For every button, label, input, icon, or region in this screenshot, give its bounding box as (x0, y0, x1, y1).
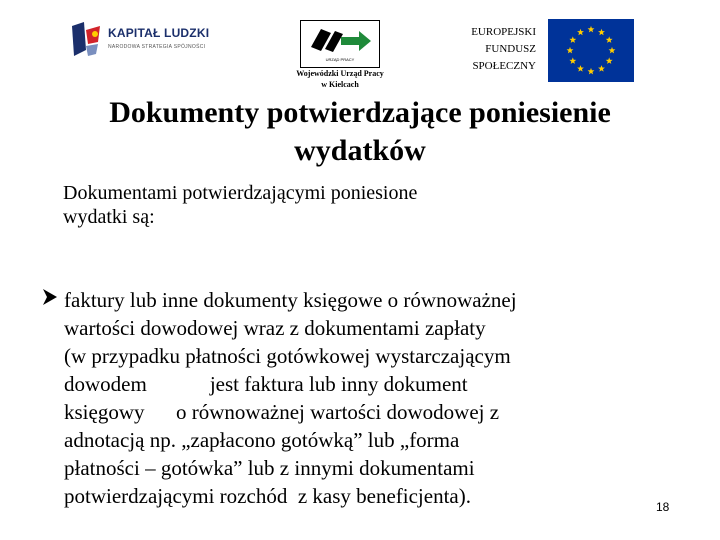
slide-title-line1: Dokumenty potwierdzające poniesienie (109, 96, 611, 129)
eu-stars (548, 19, 634, 82)
bullet-text (64, 286, 682, 510)
wup-small-text: URZĄD PRACY (325, 57, 355, 62)
bullet-line: (w przypadku płatności gotówkowej wystarczającym (64, 344, 511, 368)
eu-fund-line1: EUROPEJSKI (471, 26, 536, 38)
eu-star-icon (567, 47, 574, 54)
eu-star-icon (606, 57, 613, 64)
arrow-bullet-icon (42, 288, 58, 306)
bullet-line: płatności – gotówka” lub z innymi dokumentami (64, 456, 475, 480)
bullet-line: adnotacją np. „zapłacono gotówką” lub „forma (64, 428, 460, 452)
slide-title-line2: wydatków (294, 134, 426, 167)
kapital-ludzki-title: KAPITAŁ LUDZKI (108, 26, 210, 40)
eu-star-icon (588, 26, 595, 33)
wup-emblem-icon (301, 21, 379, 57)
eu-fund-line3: SPOŁECZNY (472, 60, 536, 72)
wup-caption-line1: Wojewódzki Urząd Pracy (296, 69, 384, 78)
eu-star-icon (609, 47, 616, 54)
kapital-ludzki-emblem-icon (68, 20, 104, 60)
kapital-ludzki-subtitle: NARODOWA STRATEGIA SPÓJNOŚCI (108, 44, 206, 50)
eu-star-icon (606, 36, 613, 43)
page-number: 18 (656, 500, 670, 514)
eu-star-icon (577, 65, 584, 72)
bullet-line: faktury lub inne dokumenty księgowe o równoważnej (64, 288, 517, 312)
intro-line1: Dokumentami potwierdzającymi poniesione (63, 182, 418, 204)
intro-text (63, 181, 623, 229)
slide-title (20, 94, 700, 170)
wup-caption-line2: w Kielcach (321, 80, 359, 89)
kapital-ludzki-logo (68, 18, 218, 66)
eu-fund-line2: FUNDUSZ (485, 43, 536, 55)
eu-star-icon (588, 68, 595, 75)
eu-star-icon (569, 36, 576, 43)
bullet-line: wartości dowodowej wraz z dokumentami zapłaty (64, 316, 486, 340)
intro-line2: wydatki są: (63, 206, 155, 228)
eu-star-icon (577, 29, 584, 36)
eu-star-icon (569, 57, 576, 64)
wup-caption (282, 68, 398, 90)
eu-fund-text (430, 24, 536, 75)
bullet-line: potwierdzającymi rozchód z kasy beneficjenta). (64, 484, 471, 508)
eu-star-icon (598, 65, 605, 72)
wup-logo (300, 20, 380, 68)
eu-star-icon (598, 29, 605, 36)
bullet-line: dowodem jest faktura lub inny dokument (64, 372, 468, 396)
eu-flag-icon (548, 19, 634, 82)
bullet-line: księgowy o równoważnej wartości dowodowej z (64, 400, 500, 424)
